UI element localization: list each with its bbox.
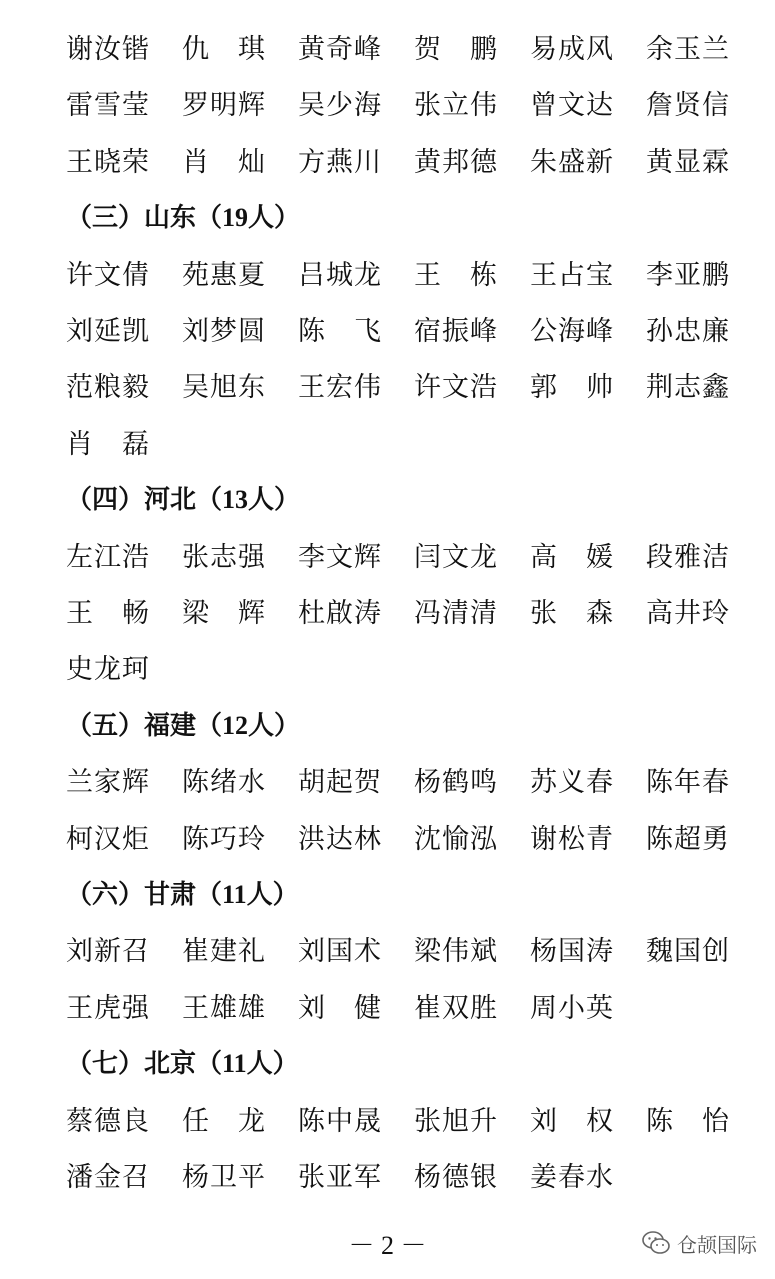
person-name: 黄邦德 [414,146,498,178]
person-name: 朱盛新 [530,146,614,178]
person-name: 苑惠夏 [182,259,266,291]
person-name: 许文倩 [66,259,150,291]
person-name: 杨国涛 [530,935,614,967]
person-name: 李文辉 [298,541,382,573]
person-name: 周小英 [530,992,614,1024]
person-name: 张志强 [182,541,266,573]
person-name: 吴旭东 [182,371,266,403]
person-name: 黄奇峰 [298,33,382,65]
person-name: 胡起贺 [298,766,382,798]
name-row [66,1098,762,1138]
name-row [66,985,646,1025]
person-name: 闫文龙 [414,541,498,573]
name-row [66,364,762,404]
name-row [66,928,762,968]
person-name: 陈 怡 [646,1105,730,1137]
person-name: 梁 辉 [182,597,266,629]
person-name: 张立伟 [414,89,498,121]
person-name: 王 栋 [414,259,498,291]
person-name: 吴少海 [298,89,382,121]
person-name: 李亚鹏 [646,259,730,291]
person-name: 刘 权 [530,1105,614,1137]
section-heading: （七）北京（11人） [66,1048,299,1078]
person-name: 雷雪莹 [66,89,150,121]
person-name: 黄显霖 [646,146,730,178]
watermark-text: 仓颉国际 [677,1232,757,1257]
person-name: 刘 健 [298,992,382,1024]
person-name: 陈超勇 [646,823,730,855]
person-name: 王宏伟 [298,371,382,403]
person-name: 潘金召 [66,1161,150,1193]
person-name: 柯汉炬 [66,823,150,855]
person-name: 刘新召 [66,935,150,967]
person-name: 郭 帅 [530,371,614,403]
person-name: 范粮毅 [66,371,150,403]
person-name: 陈巧玲 [182,823,266,855]
person-name: 王晓荣 [66,146,150,178]
person-name: 王雄雄 [182,992,266,1024]
person-name: 宿振峰 [414,315,498,347]
person-name: 梁伟斌 [414,935,498,967]
person-name: 王虎强 [66,992,150,1024]
person-name: 肖 磊 [66,428,150,460]
person-name: 张亚军 [298,1161,382,1193]
person-name: 高井玲 [646,597,730,629]
person-name: 冯清清 [414,597,498,629]
person-name: 贺 鹏 [414,33,498,65]
person-name: 魏国创 [646,935,730,967]
page-number: － 2 － [348,1230,427,1260]
person-name: 肖 灿 [182,146,266,178]
name-row [66,534,762,574]
person-name: 王 畅 [66,597,150,629]
person-name: 陈年春 [646,766,730,798]
person-name: 余玉兰 [646,33,730,65]
person-name: 陈绪水 [182,766,266,798]
person-name: 张旭升 [414,1105,498,1137]
person-name: 兰家辉 [66,766,150,798]
person-name: 崔建礼 [182,935,266,967]
person-name: 杨卫平 [182,1161,266,1193]
section-heading: （五）福建（12人） [66,710,301,740]
name-row [66,26,762,66]
name-row [66,252,762,292]
person-name: 刘延凯 [66,315,150,347]
wechat-icon [641,1230,671,1256]
person-name: 刘梦圆 [182,315,266,347]
person-name: 易成风 [530,33,614,65]
person-name: 任 龙 [182,1105,266,1137]
person-name: 罗明辉 [182,89,266,121]
person-name: 洪达林 [298,823,382,855]
person-name: 左江浩 [66,541,150,573]
person-name: 苏义春 [530,766,614,798]
person-name: 陈 飞 [298,315,382,347]
person-name: 陈中晟 [298,1105,382,1137]
person-name: 张 森 [530,597,614,629]
person-name: 沈愉泓 [414,823,498,855]
person-name: 孙忠廉 [646,315,730,347]
name-row [66,1154,646,1194]
person-name: 段雅洁 [646,541,730,573]
section-heading: （六）甘肃（11人） [66,879,299,909]
name-row [66,421,182,461]
person-name: 杜啟涛 [298,597,382,629]
watermark [641,1226,757,1260]
person-name: 公海峰 [530,315,614,347]
person-name: 曾文达 [530,89,614,121]
person-name: 谢松青 [530,823,614,855]
person-name: 刘国术 [298,935,382,967]
name-row [66,590,762,630]
person-name: 吕城龙 [298,259,382,291]
name-row [66,816,762,856]
person-name: 詹贤信 [646,89,730,121]
name-row [66,139,762,179]
name-row [66,82,762,122]
name-row [66,308,762,348]
person-name: 杨鹤鸣 [414,766,498,798]
person-name: 蔡德良 [66,1105,150,1137]
name-row [66,759,762,799]
person-name: 杨德银 [414,1161,498,1193]
person-name: 谢汝锴 [66,33,150,65]
person-name: 高 媛 [530,541,614,573]
person-name: 姜春水 [530,1161,614,1193]
person-name: 方燕川 [298,146,382,178]
person-name: 王占宝 [530,259,614,291]
section-heading: （四）河北（13人） [66,484,301,514]
person-name: 史龙珂 [66,653,150,685]
section-heading: （三）山东（19人） [66,202,301,232]
person-name: 荆志鑫 [646,371,730,403]
person-name: 仇 琪 [182,33,266,65]
name-row [66,646,182,686]
person-name: 许文浩 [414,371,498,403]
person-name: 崔双胜 [414,992,498,1024]
